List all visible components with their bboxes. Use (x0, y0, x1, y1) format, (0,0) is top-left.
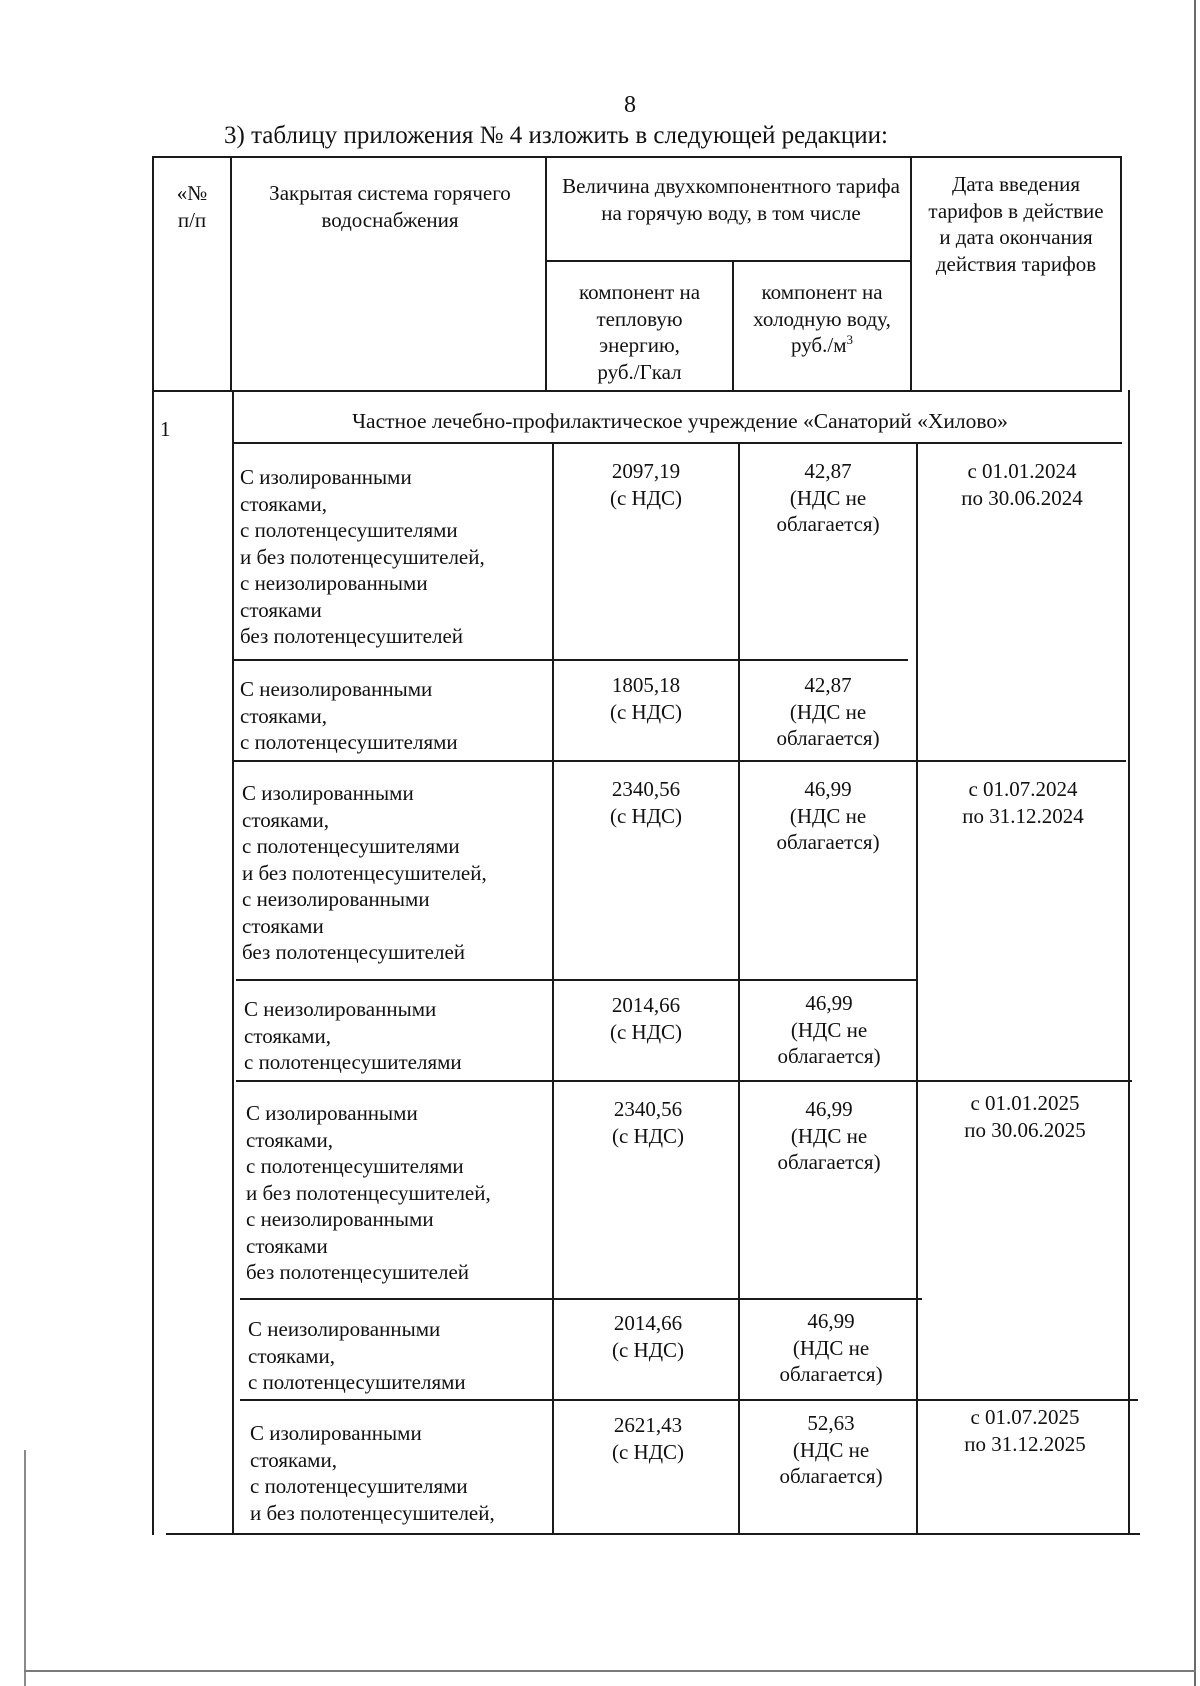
row-6-system: С неизолированными стояками, с полотенцесушителями (248, 1317, 466, 1394)
row-2-cold: 42,87 (НДС не облагается) (776, 673, 880, 750)
row-divider-4 (236, 1080, 1132, 1082)
header-system: Закрытая система горячего водоснабжения (269, 181, 511, 232)
col-divider-heat (738, 442, 740, 1535)
row-1-heat: 2097,19 (с НДС) (609, 459, 683, 510)
row-3-system: С изолированными стояками, с полотенцесушителями и без полотенцесушителей, с неизолированными стояками без полотенцесушителей (242, 781, 487, 964)
row-7-cold: 52,63 (НДС не облагается) (779, 1411, 883, 1488)
row-5-cold: 46,99 (НДС не облагается) (777, 1097, 881, 1174)
scan-edge-left (24, 1450, 26, 1686)
row-7-heat: 2621,43 (с НДС) (611, 1413, 685, 1464)
row-3-cold: 46,99 (НДС не облагается) (776, 777, 880, 854)
table-left-border (152, 390, 154, 1535)
scan-edge-bottom (24, 1670, 1196, 1672)
organization-row-bottom (232, 442, 1122, 444)
header-heat-component: компонент на тепловую энергию, руб./Гкал (578, 280, 701, 384)
header-cold-text: компонент на холодную воду, руб./м (753, 280, 891, 357)
row-5-system: С изолированными стояками, с полотенцесушителями и без полотенцесушителей, с неизолированными стояками без полотенцесушителей (246, 1101, 491, 1284)
row-6-cold: 46,99 (НДС не облагается) (779, 1309, 883, 1386)
row-7-date: с 01.07.2025 по 31.12.2025 (964, 1405, 1086, 1456)
row-divider-1 (232, 659, 908, 661)
organization-name: Частное лечебно-профилактическое учреждение «Санаторий «Хилово» (352, 409, 1008, 433)
scan-edge-right (1194, 0, 1196, 1686)
row-1-date: с 01.01.2024 по 30.06.2024 (961, 459, 1083, 510)
row-3-heat: 2340,56 (с НДС) (609, 777, 683, 828)
header-num: «№ п/п (176, 181, 208, 232)
row-divider-5 (240, 1298, 922, 1300)
header-sub-divider (546, 260, 910, 262)
header-bottom-border (152, 390, 1122, 392)
row-number: 1 (160, 417, 171, 441)
row-5-date: с 01.01.2025 по 30.06.2025 (964, 1091, 1086, 1142)
row-divider-2 (232, 760, 1126, 762)
row-divider-6 (240, 1399, 1138, 1401)
header-cold-sup: 3 (846, 332, 853, 347)
table-right-border (1128, 390, 1130, 1535)
row-1-system: С изолированными стояками, с полотенцесушителями и без полотенцесушителей, с неизолированными стояками без полотенцесушителей (240, 465, 485, 648)
row-2-system: С неизолированными стояками, с полотенцесушителями (240, 677, 458, 754)
row-6-heat: 2014,66 (с НДС) (611, 1311, 685, 1362)
row-divider-3 (236, 979, 918, 981)
intro-text: 3) таблицу приложения № 4 изложить в следующей редакции: (224, 122, 888, 149)
row-4-cold: 46,99 (НДС не облагается) (777, 991, 881, 1068)
page-number: 8 (624, 92, 636, 118)
table-right-border-top (1120, 156, 1122, 392)
row-4-heat: 2014,66 (с НДС) (609, 993, 683, 1044)
header-tariff: Величина двухкомпонентного тарифа на горячую воду, в том числе (562, 174, 900, 225)
col-divider-num (232, 390, 234, 1535)
row-5-heat: 2340,56 (с НДС) (611, 1097, 685, 1148)
row-3-date: с 01.07.2024 по 31.12.2024 (962, 777, 1084, 828)
row-1-cold: 42,87 (НДС не облагается) (776, 459, 880, 536)
row-2-heat: 1805,18 (с НДС) (609, 673, 683, 724)
col-divider-num-header (230, 156, 232, 392)
table-top-border (152, 156, 1120, 158)
header-date: Дата введения тарифов в действие и дата окончания действия тарифов (928, 172, 1104, 276)
header-cold-component (734, 279, 910, 359)
row-7-system: С изолированными стояками, с полотенцесушителями и без полотенцесушителей, (250, 1421, 495, 1525)
table-bottom-border (166, 1533, 1140, 1535)
row-4-system: С неизолированными стояками, с полотенцесушителями (244, 997, 462, 1074)
